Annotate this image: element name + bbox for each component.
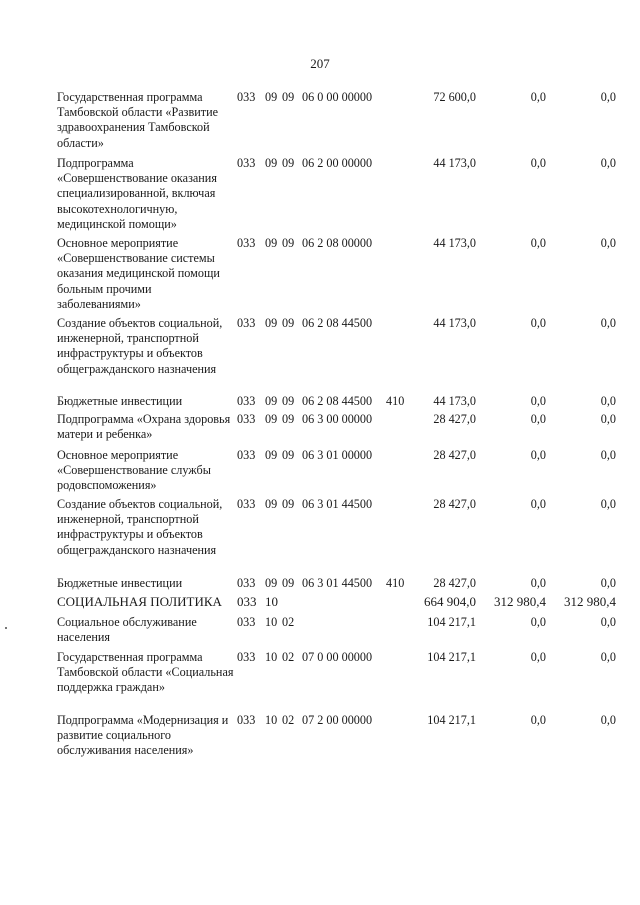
code-csr: 06 3 00 00000 [302, 412, 373, 426]
sum-1: 44 173,0 [433, 236, 476, 250]
sum-3: 0,0 [600, 713, 616, 727]
row-name: СОЦИАЛЬНАЯ ПОЛИТИКА [57, 594, 222, 609]
table-row [0, 394, 640, 412]
code-rz: 10 [265, 650, 278, 664]
sum-3: 0,0 [600, 236, 616, 250]
sum-1: 664 904,0 [424, 594, 476, 609]
code-pr: 02 [282, 615, 295, 629]
code-vr: 410 [386, 394, 405, 408]
table-row [0, 236, 640, 316]
sum-1: 44 173,0 [433, 394, 476, 408]
row-name: Основное мероприятие «Совершенствование службы родовспоможения» [57, 448, 211, 493]
code-ved: 033 [237, 497, 256, 511]
code-rz: 09 [265, 156, 278, 170]
page-number: 207 [310, 56, 330, 71]
code-rz: 09 [265, 497, 278, 511]
margin-mark [5, 627, 7, 629]
code-ved: 033 [237, 236, 256, 250]
code-csr: 06 3 01 44500 [302, 576, 373, 590]
code-pr: 09 [282, 412, 295, 426]
sum-2: 0,0 [530, 236, 546, 250]
sum-3: 0,0 [600, 615, 616, 629]
sum-3: 0,0 [600, 394, 616, 408]
sum-1: 44 173,0 [433, 316, 476, 330]
table-row [0, 156, 640, 236]
table-row [0, 448, 640, 497]
code-csr: 06 3 01 00000 [302, 448, 373, 462]
sum-1: 28 427,0 [433, 576, 476, 590]
sum-1: 28 427,0 [433, 497, 476, 511]
table-row [0, 90, 640, 156]
code-ved: 033 [237, 615, 256, 629]
code-pr: 02 [282, 650, 295, 664]
table-row [0, 650, 640, 713]
row-name: Социальное обслуживание населения [57, 615, 197, 645]
row-name: Подпрограмма «Охрана здоровья матери и ребенка» [57, 412, 231, 442]
sum-2: 0,0 [530, 316, 546, 330]
sum-3: 0,0 [600, 90, 616, 104]
sum-2: 0,0 [530, 650, 546, 664]
code-rz: 09 [265, 448, 278, 462]
sum-2: 0,0 [530, 156, 546, 170]
code-ved: 033 [237, 412, 256, 426]
code-pr: 09 [282, 576, 295, 590]
sum-3: 0,0 [600, 650, 616, 664]
code-csr: 06 0 00 00000 [302, 90, 373, 104]
code-vr: 410 [386, 576, 405, 590]
code-pr: 02 [282, 713, 295, 727]
sum-1: 28 427,0 [433, 412, 476, 426]
code-ved: 033 [237, 394, 256, 408]
row-name: Основное мероприятие «Совершенствование системы оказания медицинской помощи больным прочими заболеваниями» [57, 236, 220, 311]
budget-table [0, 90, 640, 763]
code-rz: 09 [265, 316, 278, 330]
table-row [0, 576, 640, 594]
table-row [0, 316, 640, 394]
row-name: Бюджетные инвестиции [57, 394, 183, 408]
sum-3: 0,0 [600, 576, 616, 590]
sum-2: 0,0 [530, 394, 546, 408]
row-name: Государственная программа Тамбовской области «Социальная поддержка граждан» [57, 650, 234, 695]
code-pr: 09 [282, 448, 295, 462]
table-row [0, 713, 640, 763]
code-rz: 10 [265, 615, 278, 629]
code-ved: 033 [237, 448, 256, 462]
sum-3: 0,0 [600, 316, 616, 330]
code-csr: 07 2 00 00000 [302, 713, 373, 727]
table-row [0, 412, 640, 448]
sum-2: 0,0 [530, 497, 546, 511]
row-name: Бюджетные инвестиции [57, 576, 183, 590]
sum-2: 0,0 [530, 448, 546, 462]
code-ved: 033 [237, 316, 256, 330]
code-ved: 033 [237, 650, 256, 664]
sum-3: 0,0 [600, 156, 616, 170]
code-csr: 06 2 00 00000 [302, 156, 373, 170]
code-ved: 033 [237, 594, 257, 609]
code-csr: 06 2 08 44500 [302, 316, 373, 330]
code-rz: 10 [265, 594, 278, 609]
code-pr: 09 [282, 316, 295, 330]
code-rz: 10 [265, 713, 278, 727]
code-rz: 09 [265, 90, 278, 104]
table-row [0, 594, 640, 615]
sum-2: 0,0 [530, 90, 546, 104]
code-rz: 09 [265, 412, 278, 426]
table-row [0, 615, 640, 650]
sum-3: 0,0 [600, 448, 616, 462]
code-rz: 09 [265, 236, 278, 250]
sum-2: 0,0 [530, 615, 546, 629]
code-csr: 06 2 08 44500 [302, 394, 373, 408]
sum-3: 312 980,4 [564, 594, 616, 609]
sum-2: 0,0 [530, 576, 546, 590]
row-name: Создание объектов социальной, инженерной, транспортной инфраструктуры и объектов общегражданского назначения [57, 497, 223, 557]
code-pr: 09 [282, 394, 295, 408]
sum-1: 104 217,1 [427, 615, 476, 629]
code-pr: 09 [282, 156, 295, 170]
sum-1: 104 217,1 [427, 713, 476, 727]
row-name: Государственная программа Тамбовской области «Развитие здравоохранения Тамбовской области» [57, 90, 219, 150]
table-row [0, 497, 640, 576]
sum-2: 0,0 [530, 412, 546, 426]
code-csr: 07 0 00 00000 [302, 650, 373, 664]
sum-3: 0,0 [600, 412, 616, 426]
code-ved: 033 [237, 713, 256, 727]
code-ved: 033 [237, 90, 256, 104]
row-name: Подпрограмма «Модернизация и развитие социального обслуживания населения» [57, 713, 229, 758]
code-ved: 033 [237, 156, 256, 170]
code-pr: 09 [282, 236, 295, 250]
sum-1: 44 173,0 [433, 156, 476, 170]
code-rz: 09 [265, 576, 278, 590]
row-name: Создание объектов социальной, инженерной, транспортной инфраструктуры и объектов общегражданского назначения [57, 316, 223, 376]
sum-1: 104 217,1 [427, 650, 476, 664]
row-name: Подпрограмма «Совершенствование оказания специализированной, включая высокотехнологичную, медицинской помощи» [57, 156, 217, 231]
code-csr: 06 2 08 00000 [302, 236, 373, 250]
code-ved: 033 [237, 576, 256, 590]
sum-1: 72 600,0 [433, 90, 476, 104]
code-rz: 09 [265, 394, 278, 408]
sum-2: 312 980,4 [494, 594, 546, 609]
sum-1: 28 427,0 [433, 448, 476, 462]
code-pr: 09 [282, 497, 295, 511]
sum-3: 0,0 [600, 497, 616, 511]
code-csr: 06 3 01 44500 [302, 497, 373, 511]
code-pr: 09 [282, 90, 295, 104]
sum-2: 0,0 [530, 713, 546, 727]
